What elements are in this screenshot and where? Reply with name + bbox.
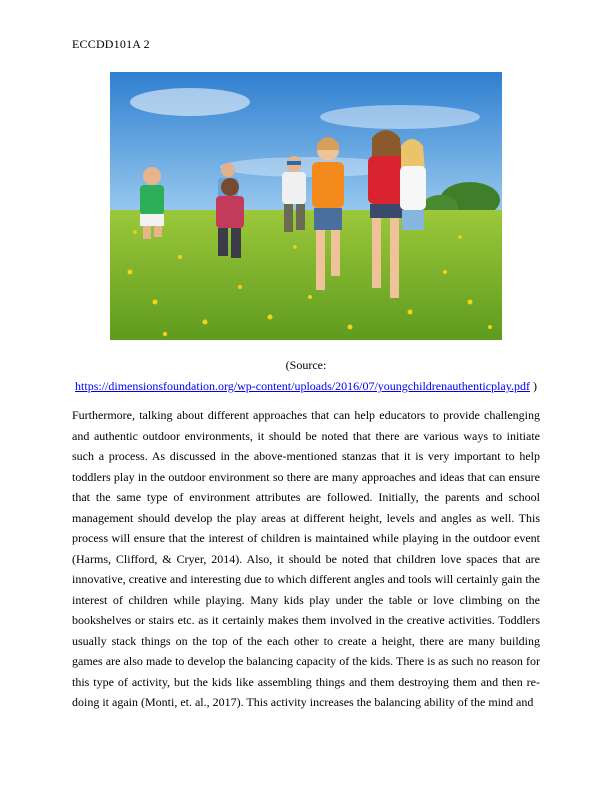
source-link[interactable]: https://dimensionsfoundation.org/wp-content/uploads/2016/07/youngchildrenauthenticplay.pdf (75, 379, 530, 393)
running-header: ECCDD101A 2 (72, 37, 150, 51)
body-paragraph: Furthermore, talking about different approaches that can help educators to provide challenging and authentic outdoor environments, it should be noted that there are various ways to initiate such a process. As discussed in the above-mentioned stanzas that it is very important to help toddlers play in the outdoor environment so there are many approaches and ideas that can ensure that the same type of environment attributes are followed. Initially, the parents and school management should develop the play areas at different height, levels and angles as well. This process will ensure that the interest of children is maintained while playing in the outdoor event (Harms, Clifford, & Cryer, 2014). Also, it should be noted that children love spaces that are innovative, creative and interesting due to which different angles and tools will certainly gain the interest of children while playing. Many kids play under the table or love climbing on the bookshelves or stairs etc. as it certainly makes them involved in the creative activities. Toddlers usually stack things on the top of the each other to create a height, there are many building games are also made to develop the balancing capacity of the kids. There is as such no reason for this type of activity, but the kids like assembling things and them destroying them and then re-doing it again (Monti, et. al., 2017). This activity increases the balancing ability of the mind and (72, 408, 540, 709)
source-line (72, 376, 540, 397)
children-running-photo (110, 72, 502, 340)
source-close: ) (529, 379, 537, 393)
figure-source-caption (72, 355, 540, 397)
source-label: (Source: (285, 358, 327, 372)
